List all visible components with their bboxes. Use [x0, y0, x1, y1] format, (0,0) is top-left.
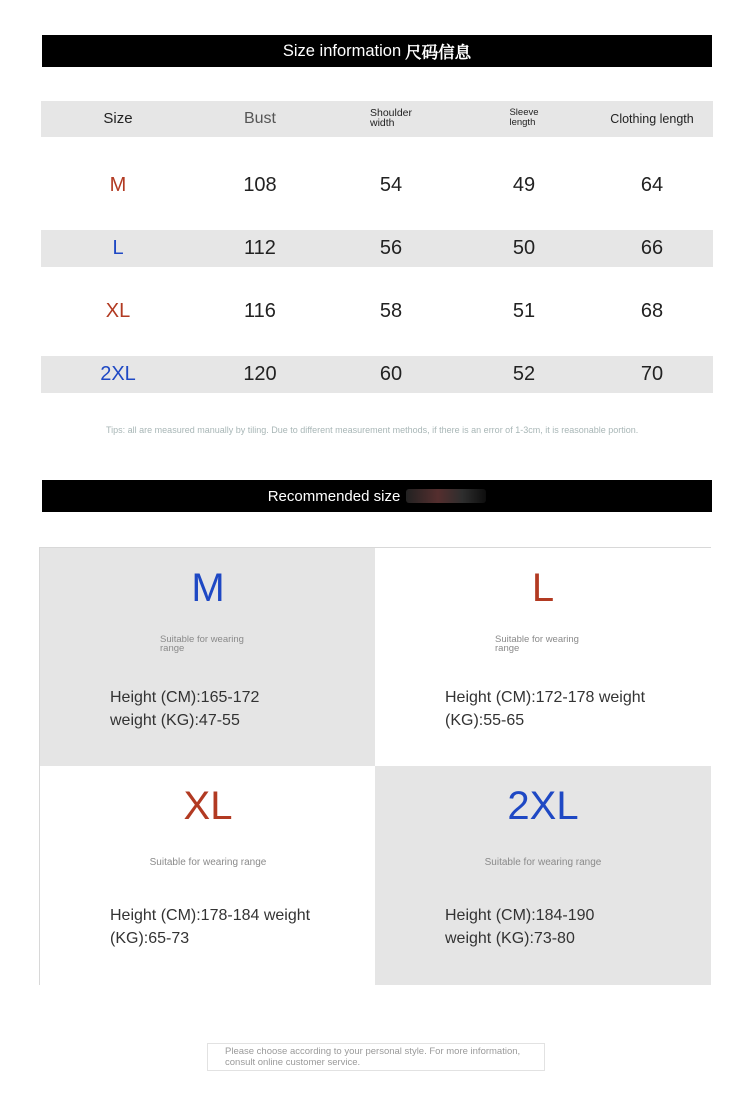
suitable-range-label: Suitable for wearing range	[484, 857, 602, 868]
suitable-range-label: Suitable for wearing range	[149, 857, 267, 868]
recommend-measurements: Height (CM):184-190 weight (KG):73-80	[445, 907, 595, 947]
size-information-title: Size information	[282, 41, 402, 60]
recommend-measurements: Height (CM):178-184 weight (KG):65-73	[110, 907, 311, 947]
recommend-card-m	[40, 548, 376, 767]
blurred-label-graphic	[406, 489, 486, 503]
header-clothing-length: Clothing length	[610, 112, 694, 126]
recommend-card-l	[375, 548, 711, 767]
row-sleeve: 49	[512, 174, 536, 196]
row-size: XL	[105, 300, 131, 322]
suitable-range-label: Suitable for wearing range	[160, 634, 244, 654]
header-size: Size	[103, 110, 133, 127]
size-information-banner	[42, 35, 712, 67]
recommend-measurements: Height (CM):165-172 weight (KG):47-55	[110, 689, 260, 729]
recommend-measurements: Height (CM):172-178 weight (KG):55-65	[445, 689, 646, 729]
recommended-size-title: Recommended size	[267, 487, 401, 505]
row-size: L	[112, 237, 124, 259]
row-length: 66	[640, 237, 664, 259]
header-bust: Bust	[243, 110, 276, 127]
row-size: M	[109, 174, 127, 196]
table-row	[41, 293, 713, 330]
row-shoulder: 58	[379, 300, 403, 322]
recommended-size-banner	[42, 480, 712, 512]
row-bust: 116	[244, 300, 276, 322]
row-bust: 108	[243, 174, 277, 196]
table-row	[41, 356, 713, 393]
row-length: 64	[640, 174, 664, 196]
row-shoulder: 54	[379, 174, 403, 196]
header-sleeve-length: Sleeve length	[509, 107, 539, 128]
recommend-card-xl	[40, 766, 376, 985]
row-bust: 112	[244, 237, 276, 259]
recommended-size-grid	[39, 547, 711, 985]
size-table	[41, 101, 713, 393]
measurement-tips: Tips: all are measured manually by tiling. Due to different measurement methods, if there is an error of 1-3cm, it is reasonable portion.	[106, 425, 639, 435]
row-sleeve: 52	[512, 363, 536, 385]
recommend-size-label: XL	[183, 784, 233, 828]
row-shoulder: 56	[379, 237, 403, 259]
recommend-size-label: L	[531, 566, 555, 610]
row-length: 70	[640, 363, 664, 385]
header-shoulder-width: Shoulder width	[369, 106, 413, 129]
recommend-size-label: 2XL	[507, 784, 579, 828]
row-length: 68	[640, 300, 664, 322]
row-sleeve: 51	[512, 300, 536, 322]
row-sleeve: 50	[512, 237, 536, 259]
size-information-title-cjk: 尺码信息	[405, 43, 472, 62]
row-size: 2XL	[100, 363, 136, 385]
table-row	[41, 230, 713, 267]
row-shoulder: 60	[379, 363, 403, 385]
recommend-size-label: M	[191, 566, 225, 610]
suitable-range-label: Suitable for wearing range	[495, 634, 579, 654]
table-row	[41, 167, 713, 204]
row-bust: 120	[243, 363, 277, 385]
recommend-card-2xl	[375, 766, 711, 985]
size-table-header	[41, 101, 713, 137]
footer-note: Please choose according to your personal style. For more information, consult online customer service.	[207, 1043, 545, 1071]
